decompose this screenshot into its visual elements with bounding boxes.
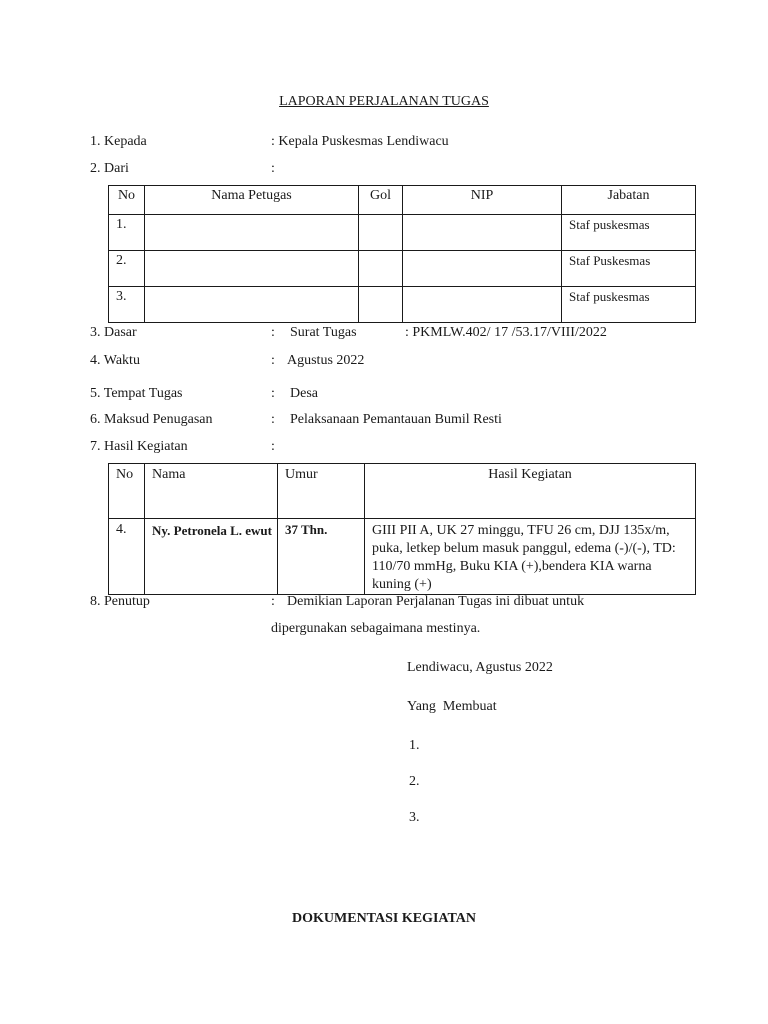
- waktu-colon: :: [271, 353, 275, 368]
- row-nama: [145, 251, 359, 287]
- penutup-text-continued: dipergunakan sebagaimana mestinya.: [271, 621, 481, 636]
- row-nama: [145, 215, 359, 251]
- dasar-value: Surat Tugas: [290, 325, 357, 340]
- row-no: 1.: [109, 215, 145, 251]
- petugas-table-header: [109, 186, 696, 215]
- signature-line-3: 3.: [409, 810, 420, 825]
- tempat-value: Desa: [290, 386, 318, 401]
- maksud-colon: :: [271, 412, 275, 427]
- signature-line-2: 2.: [409, 774, 420, 789]
- dasar-number: : PKMLW.402/ 17 /53.17/VIII/2022: [405, 325, 607, 340]
- waktu-value: Agustus 2022: [287, 353, 365, 368]
- dasar-label: 3. Dasar: [90, 325, 137, 340]
- maker-label: Yang Membuat: [407, 699, 497, 714]
- row-jabatan: Staf puskesmas: [562, 287, 696, 323]
- row-no: 4.: [109, 519, 145, 595]
- penutup-label: 8. Penutup: [90, 594, 150, 609]
- row-nama: Ny. Petronela L. ewut: [145, 519, 278, 595]
- tempat-label: 5. Tempat Tugas: [90, 386, 183, 401]
- table-row: [109, 287, 696, 323]
- row-nip: [403, 251, 562, 287]
- header-nama-petugas: Nama Petugas: [145, 186, 359, 215]
- row-umur: 37 Thn.: [278, 519, 365, 595]
- row-nip: [403, 287, 562, 323]
- dasar-colon: :: [271, 325, 275, 340]
- hasil-label: 7. Hasil Kegiatan: [90, 439, 188, 454]
- tempat-colon: :: [271, 386, 275, 401]
- signature-line-1: 1.: [409, 738, 420, 753]
- table-row: [109, 251, 696, 287]
- row-no: 2.: [109, 251, 145, 287]
- hasil-colon: :: [271, 439, 275, 454]
- header-no: No: [109, 186, 145, 215]
- table-row: [109, 519, 696, 595]
- petugas-table: [108, 185, 696, 323]
- hasil-table: [108, 463, 696, 595]
- row-jabatan: Staf puskesmas: [562, 215, 696, 251]
- row-nip: [403, 215, 562, 251]
- table-row: [109, 215, 696, 251]
- header-umur: Umur: [278, 464, 365, 519]
- kepada-label: 1. Kepada: [90, 134, 147, 149]
- hasil-table-header: [109, 464, 696, 519]
- waktu-label: 4. Waktu: [90, 353, 140, 368]
- maksud-label: 6. Maksud Penugasan: [90, 412, 213, 427]
- dari-colon: :: [271, 161, 275, 176]
- dari-label: 2. Dari: [90, 161, 129, 176]
- kepada-value: : Kepala Puskesmas Lendiwacu: [271, 134, 449, 149]
- row-gol: [359, 215, 403, 251]
- dokumentasi-title: DOKUMENTASI KEGIATAN: [292, 911, 476, 926]
- penutup-text: Demikian Laporan Perjalanan Tugas ini dibuat untuk: [287, 594, 585, 609]
- header-nama: Nama: [145, 464, 278, 519]
- penutup-colon: :: [271, 594, 275, 609]
- row-hasil-kegiatan: GIII PII A, UK 27 minggu, TFU 26 cm, DJJ 135x/m, puka, letkep belum masuk panggul, edema (-)/(-), TD: 110/70 mmHg, Buku KIA (+),bendera KIA warna kuning (+): [365, 519, 696, 595]
- header-nip: NIP: [403, 186, 562, 215]
- row-nama: [145, 287, 359, 323]
- place-date: Lendiwacu, Agustus 2022: [407, 660, 553, 675]
- maksud-value: Pelaksanaan Pemantauan Bumil Resti: [290, 412, 502, 427]
- row-gol: [359, 287, 403, 323]
- header-no: No: [109, 464, 145, 519]
- header-jabatan: Jabatan: [562, 186, 696, 215]
- row-gol: [359, 251, 403, 287]
- row-no: 3.: [109, 287, 145, 323]
- header-gol: Gol: [359, 186, 403, 215]
- row-jabatan: Staf Puskesmas: [562, 251, 696, 287]
- document-title: LAPORAN PERJALANAN TUGAS: [279, 94, 489, 109]
- header-hasil-kegiatan: Hasil Kegiatan: [365, 464, 696, 519]
